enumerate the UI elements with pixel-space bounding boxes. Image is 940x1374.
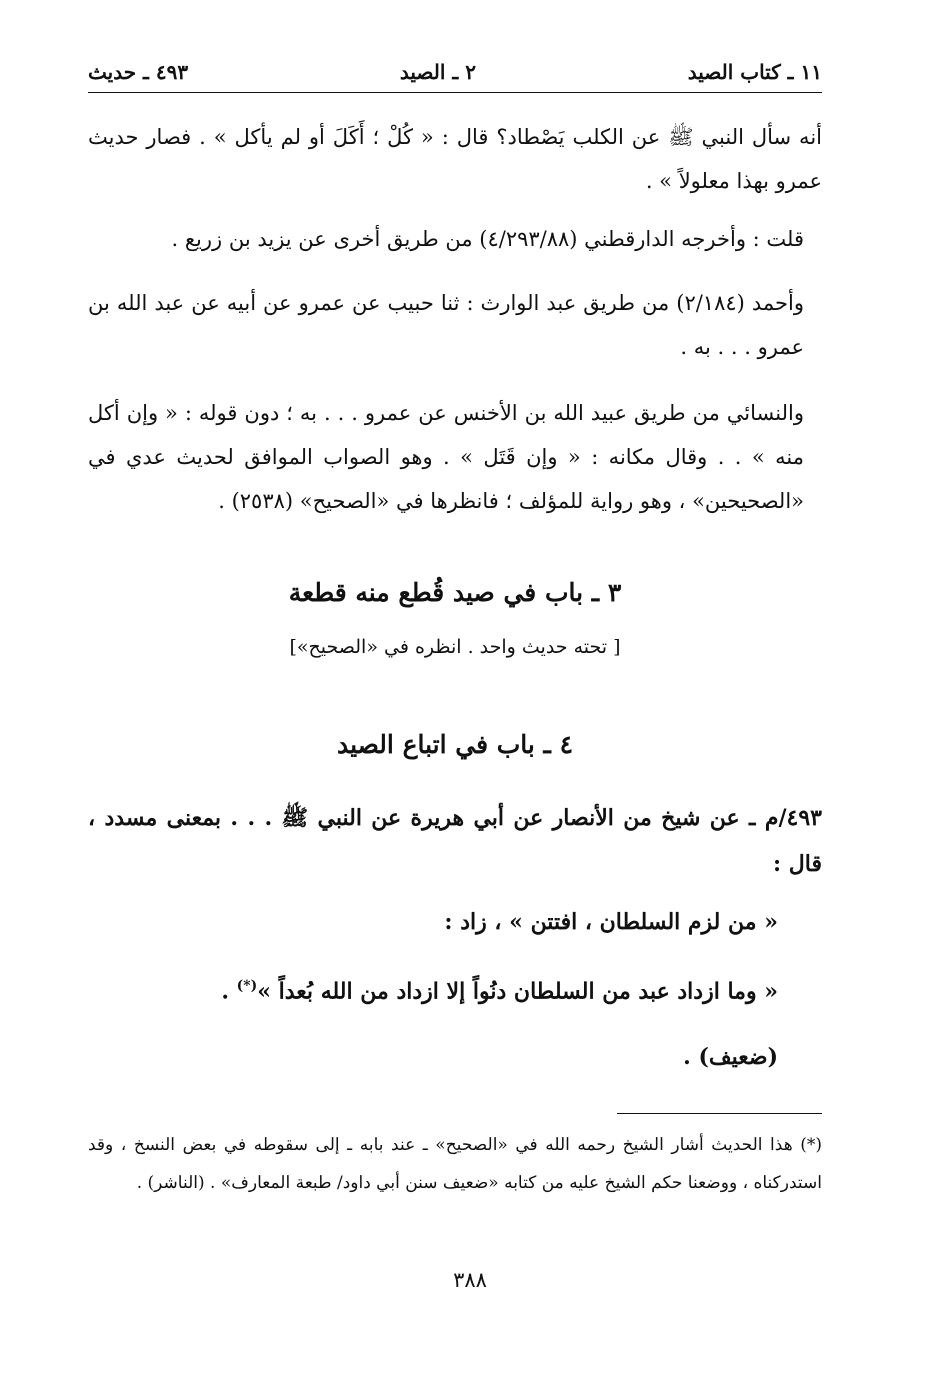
- paragraph-continuation: أنه سأل النبي ﷺ عن الكلب يَصْطاد؟ قال : « كُلْ ؛ أَكَلَ أو لم يأكل » . فصار حديث عمرو بهذا معلولاً » .: [88, 125, 822, 193]
- page-body: [88, 52, 822, 1080]
- hadith-matn-second-text: « وما ازداد عبد من السلطان دنُواً إلا ازداد من الله بُعداً »: [257, 978, 778, 1005]
- running-head-hadith: ٤٩٣ ـ حديث: [88, 60, 189, 84]
- page-number: ٣٨٨: [453, 1268, 487, 1292]
- running-head-book: ١١ ـ كتاب الصيد: [687, 60, 822, 84]
- running-head: [88, 52, 822, 93]
- hadith-matn-second: [88, 963, 822, 1014]
- hadith-matn-first: « من لزم السلطان ، افتتن » ، زاد :: [444, 909, 778, 935]
- hadith-matn-second-end: .: [221, 978, 237, 1005]
- hadith-isnad: ٤٩٣/م ـ عن شيخ من الأنصار عن أبي هريرة عن النبي ﷺ . . . بمعنى مسدد ، قال :: [88, 805, 822, 877]
- hadith-grade: (ضعيف) .: [683, 1044, 778, 1071]
- running-head-chapter: ٢ ـ الصيد: [399, 60, 476, 84]
- chapter-3-title: ٣ ـ باب في صيد قُطع منه قطعة: [288, 578, 622, 607]
- chapter-4-title: ٤ ـ باب في اتباع الصيد: [336, 730, 574, 759]
- paragraph-daraqutni: قلت : وأخرجه الدارقطني (٤/٢٩٣/٨٨) من طريق أخرى عن يزيد بن زريع .: [171, 227, 804, 251]
- paragraph-nasai: والنسائي من طريق عبيد الله بن الأخنس عن عمرو . . . به ؛ دون قوله : « وإن أكل منه » . . وقال مكانه : « وإن قَتَل » . وهو الصواب الموافق لحديث عدي في «الصحيحين» ، وهو رواية للمؤلف ؛ فانظرها في «الصحيح» (٢٥٣٨) .: [88, 401, 804, 513]
- paragraph-ahmad: وأحمد (٢/١٨٤) من طريق عبد الوارث : ثنا حبيب عن عمرو عن أبيه عن عبد الله بن عمرو . . . به .: [88, 291, 804, 359]
- footnote-marker: (*): [236, 978, 258, 994]
- footnote-separator: [617, 1113, 822, 1114]
- footnote: (*) هذا الحديث أشار الشيخ رحمه الله في «الصحيح» ـ عند بابه ـ إلى سقوطه في بعض النسخ ، وقد استدركناه ، ووضعنا حكم الشيخ عليه من كتابه «ضعيف سنن أبي داود/ طبعة المعارف» . (الناشر) .: [88, 1135, 822, 1193]
- chapter-3-note: [ تحته حديث واحد . انظره في «الصحيح»]: [289, 636, 621, 658]
